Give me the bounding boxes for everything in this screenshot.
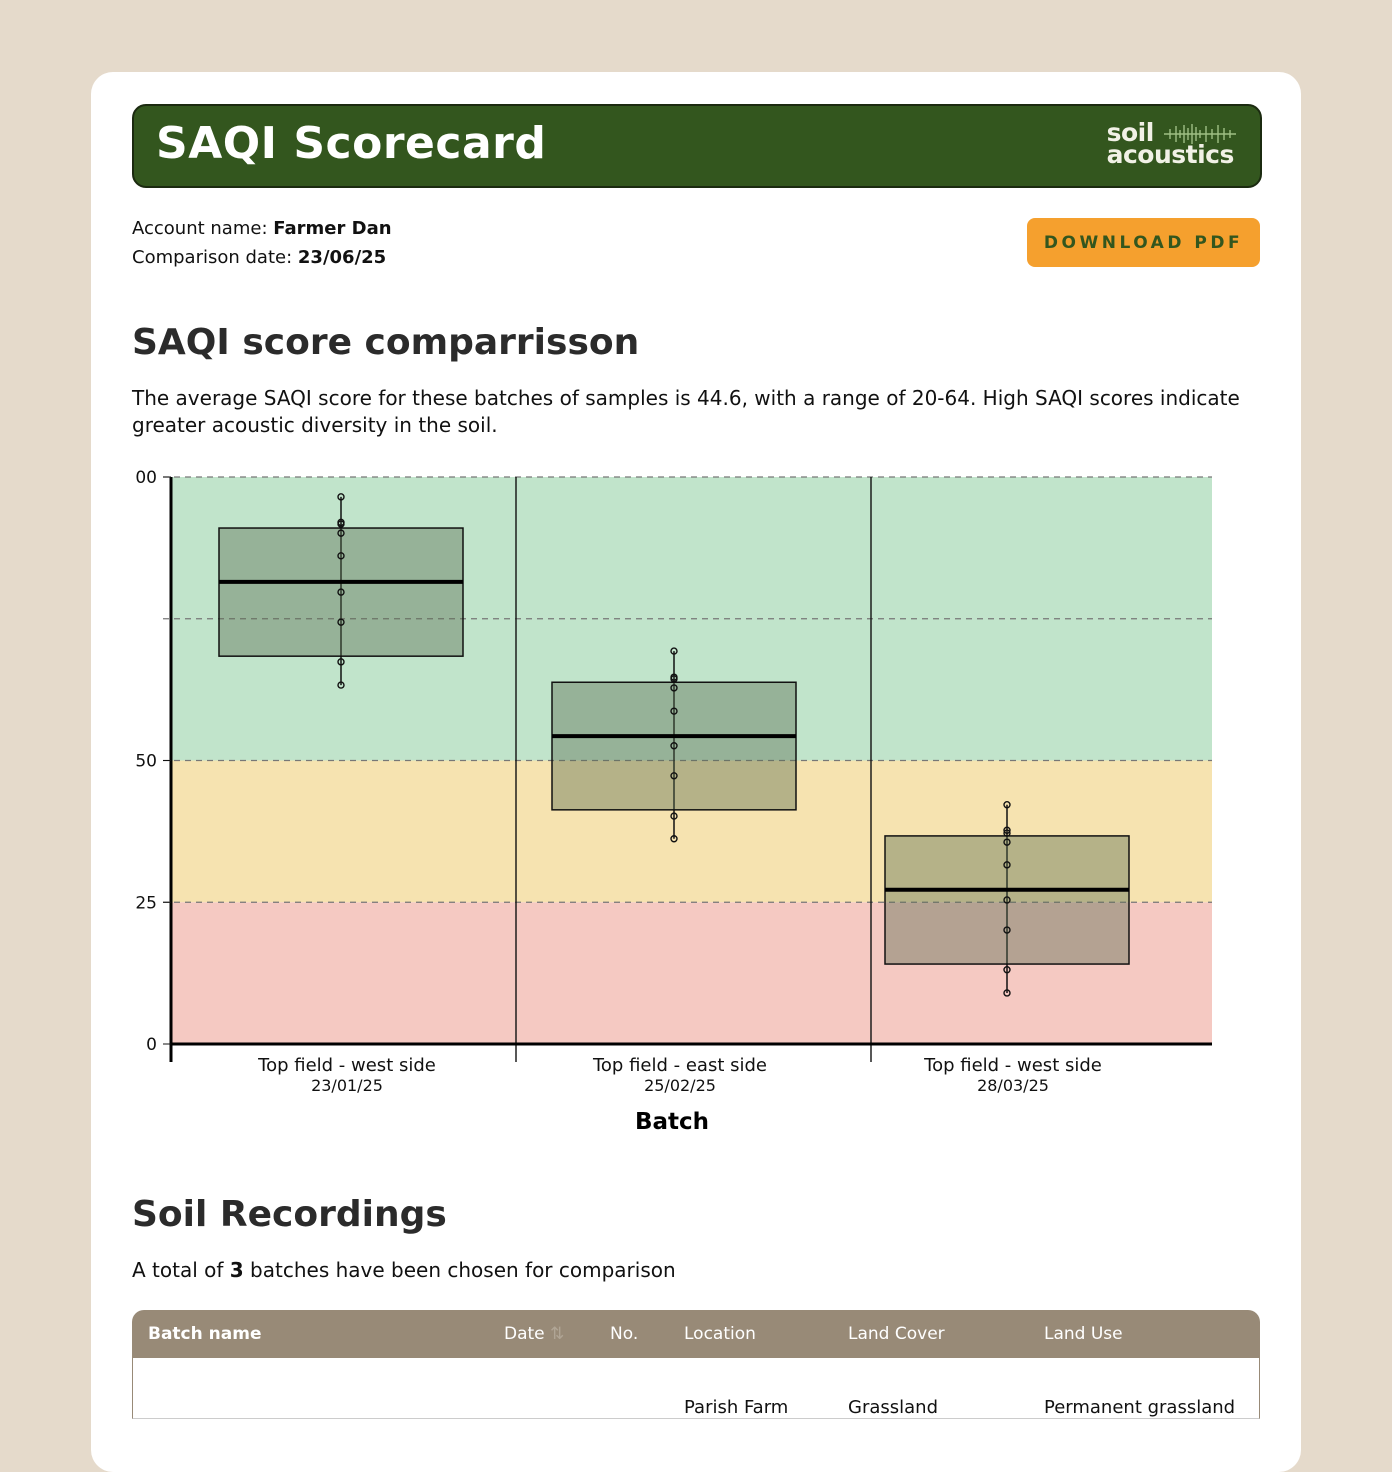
summary-post: batches have been chosen for comparison xyxy=(243,1258,676,1282)
col-land-use[interactable]: Land Use xyxy=(1028,1310,1260,1358)
saqi-box-plot xyxy=(91,72,1301,1152)
logo-text-1: soil xyxy=(1106,118,1154,147)
recordings-table xyxy=(132,1310,1260,1419)
col-no[interactable]: No. xyxy=(594,1310,668,1358)
col-batch-name[interactable]: Batch name xyxy=(132,1310,488,1358)
x-tick-date: 25/02/25 xyxy=(644,1076,716,1095)
x-tick-date: 28/03/25 xyxy=(977,1076,1049,1095)
table-row[interactable] xyxy=(132,1358,1260,1419)
comparison-date: 23/06/25 xyxy=(297,247,387,268)
comparison-date-label: Comparison date: xyxy=(132,247,293,268)
recordings-heading: Soil Recordings xyxy=(132,1194,447,1235)
sort-icon[interactable]: ⇅ xyxy=(550,1324,565,1344)
box-0 xyxy=(219,528,463,656)
batch-count: 3 xyxy=(229,1258,244,1282)
box-1 xyxy=(552,682,796,810)
cell-location: Parish Farm xyxy=(668,1358,832,1419)
cell-no xyxy=(594,1358,668,1419)
x-tick-label: Top field - west side xyxy=(924,1055,1102,1076)
x-tick-label: Top field - east side xyxy=(592,1055,768,1076)
col-date-label: Date xyxy=(504,1324,545,1344)
box-2 xyxy=(885,836,1129,964)
x-axis-title: Batch xyxy=(634,1109,710,1135)
col-land-cover[interactable]: Land Cover xyxy=(832,1310,1028,1358)
cell-land-cover: Grassland xyxy=(832,1358,1028,1419)
download-pdf-button[interactable]: DOWNLOAD PDF xyxy=(1027,218,1260,267)
col-date[interactable] xyxy=(488,1310,594,1358)
x-tick-date: 23/01/25 xyxy=(311,1076,383,1095)
summary-pre: A total of xyxy=(132,1258,230,1282)
cell-date xyxy=(488,1358,594,1419)
y-tick-label: 0 xyxy=(146,1035,157,1055)
col-location[interactable]: Location xyxy=(668,1310,832,1358)
page-title: SAQI Scorecard xyxy=(156,118,547,169)
scorecard-card xyxy=(91,72,1301,1472)
comparison-heading: SAQI score comparrisson xyxy=(132,322,640,363)
x-tick-label: Top field - west side xyxy=(258,1055,436,1076)
comparison-description: The average SAQI score for these batches of samples is 44.6, with a range of 20-64. High SAQI scores indicate greater acoustic diversity in the soil. xyxy=(132,386,1240,437)
y-tick-label: 25 xyxy=(135,893,157,914)
account-name-label: Account name: xyxy=(132,218,268,239)
logo-text-2: acoustics xyxy=(1106,140,1234,169)
cell-batch xyxy=(132,1358,488,1419)
account-name: Farmer Dan xyxy=(273,218,392,239)
y-tick-label: 00 xyxy=(135,468,157,488)
y-tick-label: 50 xyxy=(135,751,157,772)
recordings-summary xyxy=(132,1257,1262,1284)
cell-land-use: Permanent grassland xyxy=(1028,1358,1260,1419)
